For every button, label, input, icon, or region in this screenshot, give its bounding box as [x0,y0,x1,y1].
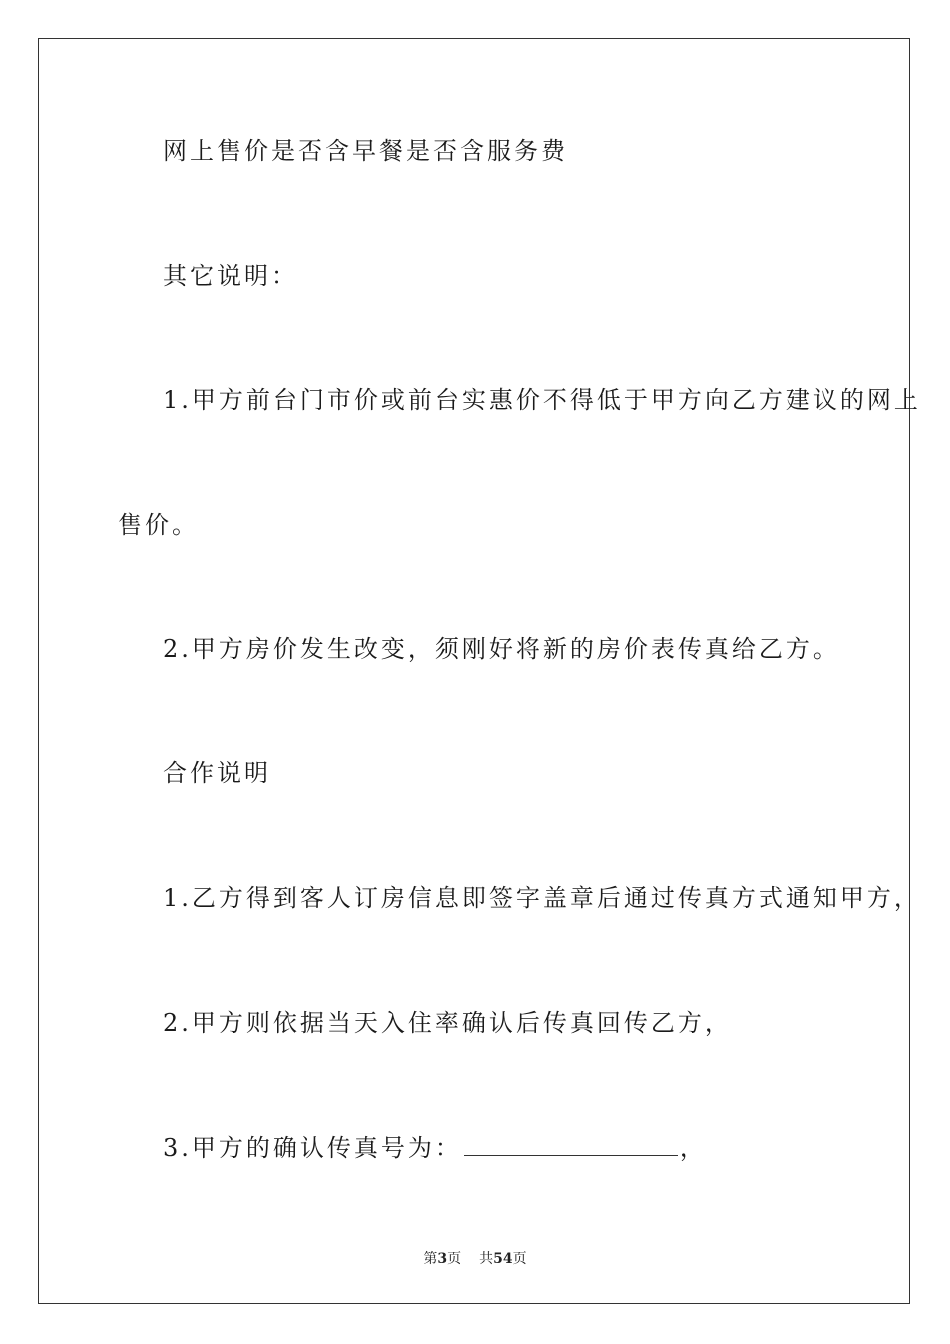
paragraph-coop-3 [163,1133,707,1163]
fax-number-blank [464,1135,678,1156]
footer-total-pages: 54 [493,1251,513,1267]
footer-page-number: 3 [437,1251,448,1267]
footer-total-prefix: 共 [479,1251,494,1267]
heading-cooperation-notes: 合作说明 [163,759,271,787]
paragraph-coop-2: 2.甲方则依据当天入住率确认后传真回传乙方， [163,1009,732,1037]
footer-total-suffix: 页 [512,1251,527,1267]
heading-other-notes: 其它说明： [163,262,298,290]
paragraph-price-includes: 网上售价是否含早餐是否含服务费 [163,137,568,165]
paragraph-note-2: 2.甲方房价发生改变，须刚好将新的房价表传真给乙方。 [163,635,840,663]
fax-number-suffix: ， [679,1134,707,1162]
page-border [38,38,910,1304]
paragraph-note-1: 1.甲方前台门市价或前台实惠价不得低于甲方向乙方建议的网上 [163,386,921,414]
footer-page-suffix: 页 [447,1251,462,1267]
footer-page-prefix: 第 [423,1251,438,1267]
paragraph-coop-1: 1.乙方得到客人订房信息即签字盖章后通过传真方式通知甲方， [163,884,921,912]
page-footer [0,1248,950,1268]
fax-number-label: 3.甲方的确认传真号为： [163,1134,462,1162]
paragraph-note-1-continued: 售价。 [118,511,199,539]
